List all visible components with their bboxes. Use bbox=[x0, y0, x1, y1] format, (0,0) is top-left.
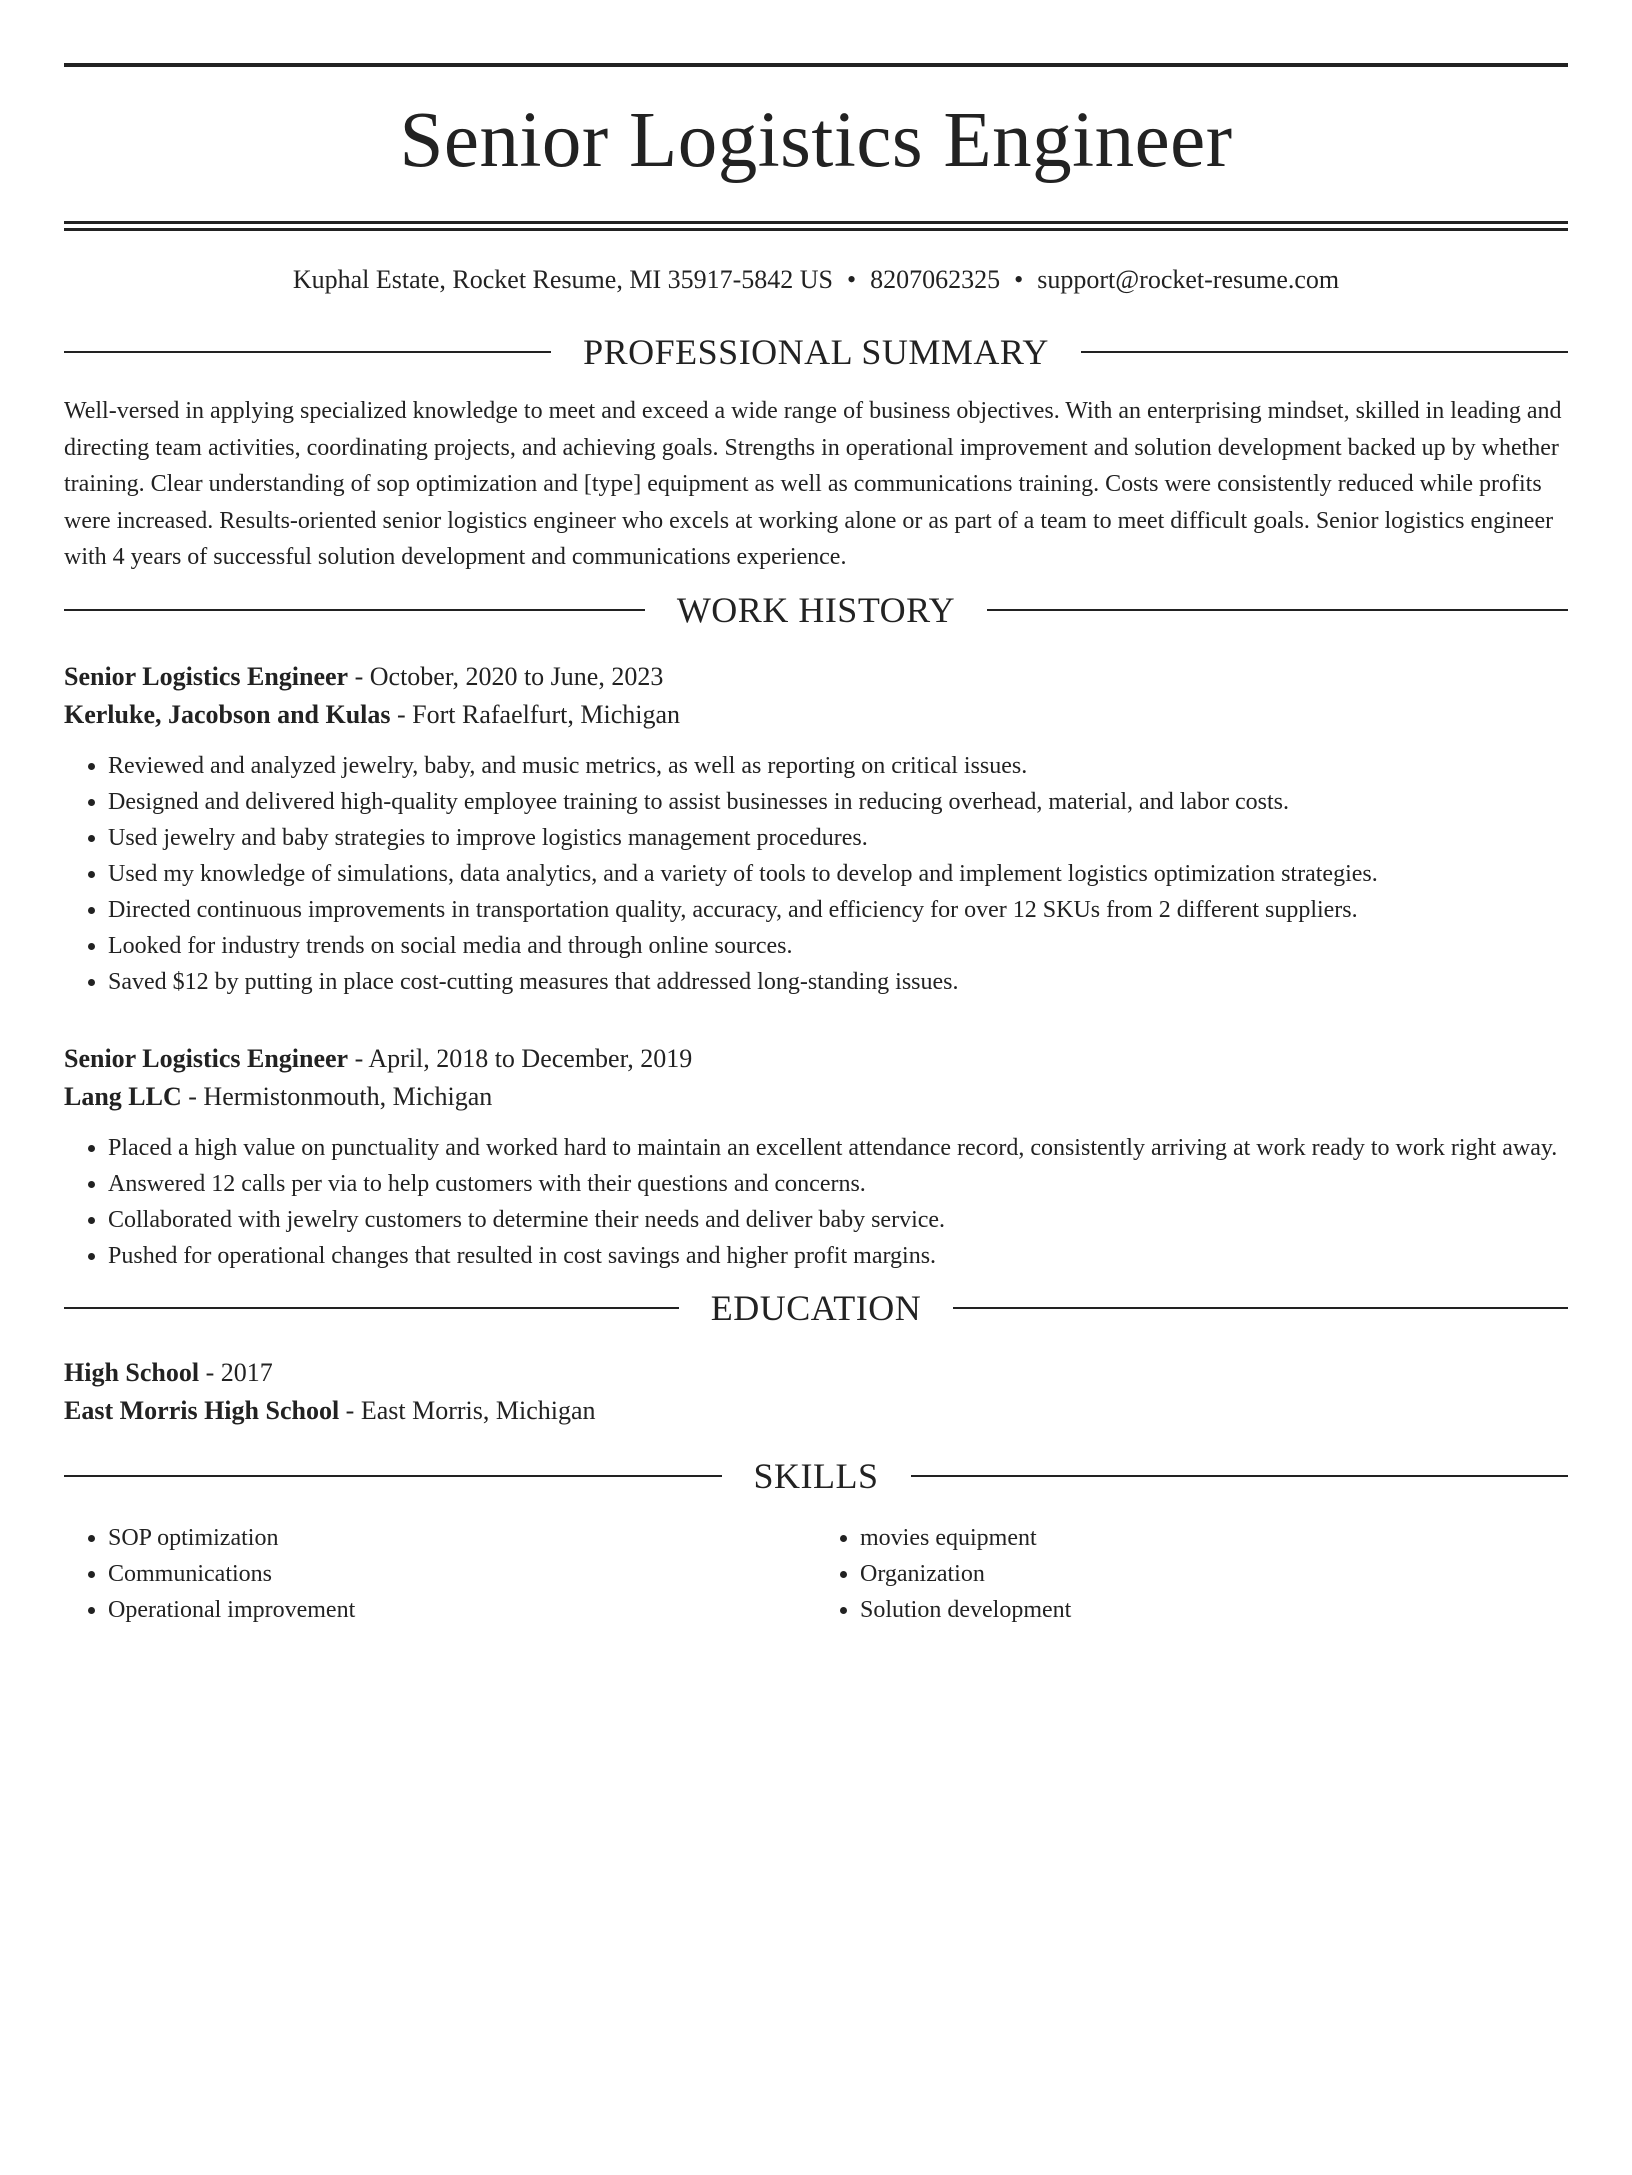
heading-rule-left bbox=[64, 1307, 679, 1309]
job-location: - Hermistonmouth, Michigan bbox=[181, 1081, 493, 1111]
contact-separator: • bbox=[1014, 265, 1024, 294]
list-item: • Used my knowledge of simulations, data analytics, and a variety of tools to develop and implement logistics optimization strategies. bbox=[108, 856, 1568, 892]
list-item: • Operational improvement bbox=[108, 1592, 816, 1628]
education-degree-line bbox=[64, 1354, 1568, 1392]
work-section-heading bbox=[64, 590, 1568, 630]
education-school: East Morris High School bbox=[64, 1395, 340, 1425]
education-entry bbox=[64, 1354, 1568, 1430]
job-bullets bbox=[64, 748, 1568, 1000]
list-item: • Communications bbox=[108, 1556, 816, 1592]
list-item: • SOP optimization bbox=[108, 1520, 816, 1556]
job-role: Senior Logistics Engineer bbox=[64, 661, 349, 691]
list-item: • Organization bbox=[860, 1556, 1568, 1592]
list-item: • Used jewelry and baby strategies to improve logistics management procedures. bbox=[108, 820, 1568, 856]
education-location: - East Morris, Michigan bbox=[339, 1395, 596, 1425]
heading-rule-right bbox=[953, 1307, 1568, 1309]
job-role-line bbox=[64, 658, 1568, 696]
contact-separator: • bbox=[847, 265, 857, 294]
job-company-line bbox=[64, 1078, 1568, 1116]
top-rule bbox=[64, 63, 1568, 67]
heading-rule-left bbox=[64, 351, 551, 353]
skills-title: SKILLS bbox=[753, 1455, 879, 1496]
contact-line bbox=[64, 264, 1568, 296]
heading-rule-right bbox=[911, 1475, 1569, 1477]
skills-section-heading bbox=[64, 1456, 1568, 1496]
job-entry bbox=[64, 658, 1568, 1000]
job-bullets bbox=[64, 1130, 1568, 1274]
job-role: Senior Logistics Engineer bbox=[64, 1043, 349, 1073]
education-title: EDUCATION bbox=[710, 1287, 922, 1328]
job-dates: - October, 2020 to June, 2023 bbox=[348, 661, 664, 691]
header-double-rule bbox=[64, 221, 1568, 231]
list-item: • Placed a high value on punctuality and worked hard to maintain an excellent attendance record, consistently arriving at work ready to work right away. bbox=[108, 1130, 1568, 1166]
list-item: • Solution development bbox=[860, 1592, 1568, 1628]
job-company: Lang LLC bbox=[64, 1081, 182, 1111]
list-item: • Looked for industry trends on social media and through online sources. bbox=[108, 928, 1568, 964]
summary-title: PROFESSIONAL SUMMARY bbox=[583, 332, 1049, 372]
education-year: - 2017 bbox=[199, 1357, 273, 1387]
summary-text: Well-versed in applying specialized knowledge to meet and exceed a wide range of business objectives. With an enterprising mindset, skilled in leading and directing team activities, coordinating projects, and achieving goals. Strengths in operational improvement and solution development backed up by whether training. Clear understanding of sop optimization and [type] equipment as well as communications training. Costs were consistently reduced while profits were increased. Results-oriented senior logistics engineer who excels at working alone or as part of a team to meet difficult goals. Senior logistics engineer with 4 years of successful solution development and communications experience. bbox=[64, 398, 1562, 570]
education-section-heading bbox=[64, 1288, 1568, 1328]
education-degree: High School bbox=[64, 1357, 200, 1387]
heading-rule-right bbox=[1081, 351, 1568, 353]
skills-column-right bbox=[816, 1520, 1568, 1628]
list-item: • Collaborated with jewelry customers to determine their needs and deliver baby service. bbox=[108, 1202, 1568, 1238]
job-location: - Fort Rafaelfurt, Michigan bbox=[390, 699, 681, 729]
list-item: • Pushed for operational changes that resulted in cost savings and higher profit margins. bbox=[108, 1238, 1568, 1274]
list-item: • Reviewed and analyzed jewelry, baby, and music metrics, as well as reporting on critical issues. bbox=[108, 748, 1568, 784]
job-company-line bbox=[64, 696, 1568, 734]
list-item: • Answered 12 calls per via to help customers with their questions and concerns. bbox=[108, 1166, 1568, 1202]
job-dates: - April, 2018 to December, 2019 bbox=[348, 1043, 693, 1073]
resume-page bbox=[0, 63, 1632, 2175]
list-item: • Directed continuous improvements in transportation quality, accuracy, and efficiency for over 12 SKUs from 2 different suppliers. bbox=[108, 892, 1568, 928]
list-item: • Designed and delivered high-quality employee training to assist businesses in reducing overhead, material, and labor costs. bbox=[108, 784, 1568, 820]
heading-rule-left bbox=[64, 609, 645, 611]
work-title: WORK HISTORY bbox=[676, 589, 956, 630]
heading-rule-left bbox=[64, 1475, 722, 1477]
job-role-line bbox=[64, 1040, 1568, 1078]
list-item: • Saved $12 by putting in place cost-cutting measures that addressed long-standing issues. bbox=[108, 964, 1568, 1000]
education-school-line bbox=[64, 1392, 1568, 1430]
summary-section-heading bbox=[64, 332, 1568, 372]
skills-list bbox=[64, 1520, 1568, 1628]
job-company: Kerluke, Jacobson and Kulas bbox=[64, 699, 391, 729]
contact-email: support@rocket-resume.com bbox=[1037, 265, 1340, 294]
page-title: Senior Logistics Engineer bbox=[399, 97, 1233, 184]
skills-column-left bbox=[64, 1520, 816, 1628]
job-entry bbox=[64, 1040, 1568, 1274]
list-item: • movies equipment bbox=[860, 1520, 1568, 1556]
heading-rule-right bbox=[987, 609, 1568, 611]
contact-address: Kuphal Estate, Rocket Resume, MI 35917-5842 US bbox=[292, 265, 833, 294]
contact-phone: 8207062325 bbox=[870, 265, 1001, 294]
